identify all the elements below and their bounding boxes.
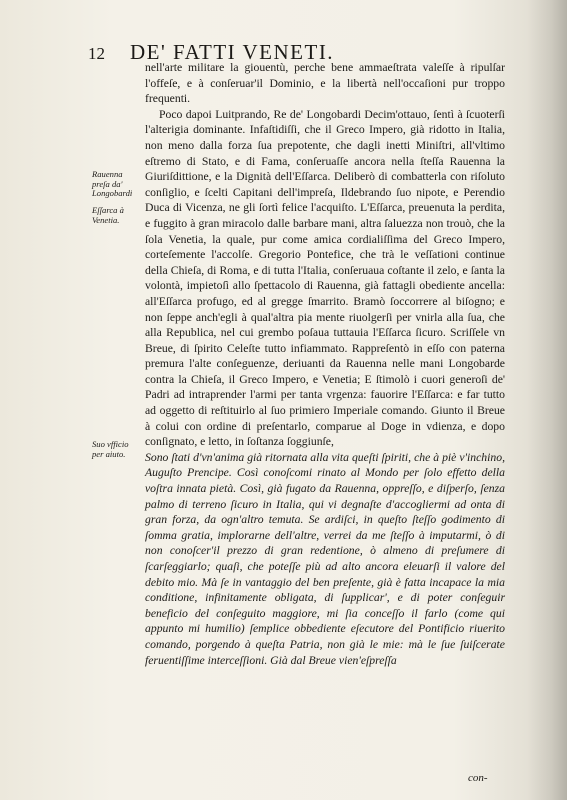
paragraph-speech: Sono ſtati d'vn'anima già ritornata alla vita queſti ſpiriti, che à piè v'inchino, Auguſto Prencipe. Così conoſcomi rinato al Mondo per ſolo effetto della voſtra innata pietà. Così, già fugato da Rauenna, oppreſſo, e diſperſo, ſenza palmo di terreno ſicuro in Italia, qui vi degnaſte d'accogliermi ad onta di gran forza, da ogn'altro temuta. Se ardiſci, in queſto ſteſſo godimento di ſomma gratia, implorarne dell'altre, verrei da me ſteſſo à imputarmi, ò di non conoſcer'il prezzo di gran redentione, ò almeno di preſumere di ſcarſeggiarlo; quaſi, che poteſſe più ad alto ancora eleuarſi il valore del debito mio. Mà ſe in vantaggio del ben preſente, già è fatta incapace la mia conditione, infinitamente obligata, di ſupplicar', e di poter conſeguir beneficio del conſeguito maggiore, mi ſia conceſſo il farlo (come qui appunto mi humilio) ſemplice obbediente eſecutore del Pontificio riuerito comando, porgendo à queſta Patria, non già le mie: mà le ſue ſuiſcerate feruentiſſime interceſſioni. Già dal Breue vien'eſpreſſa (145, 450, 505, 667)
margin-note-ufficio: Suo vfficio per aiuto. (92, 439, 129, 459)
body-text (145, 60, 505, 668)
gutter-shadow (527, 0, 567, 800)
running-title: DE' FATTI VENETI. (130, 40, 335, 64)
catchword: con- (468, 772, 488, 784)
paragraph-1: nell'arte militare la giouentù, perche bene ammaeſtrata valeſſe à ripulſar l'offeſe, e à conſeruar'il Dominio, e la libertà nell'occaſioni pur troppo frequenti. (145, 61, 505, 106)
margin-note-essarca: Eſſarca à Venetia. (92, 205, 124, 225)
page-number: 12 (88, 44, 105, 63)
margin-note-ravenna: Rauenna preſa da' Longobardi (92, 169, 133, 199)
paragraph-2: Poco dapoi Luitprando, Re de' Longobardi Decim'ottauo, ſentì à ſcuoterſi l'alterigia dominante. Infaſtidiſſi, che il Greco Impero, già ridotto in Italia, non meno dalla forza ſua prepotente, che dagli inetti Miniſtri, all'vltimo eſtremo di Stato, e di Fama, conſeruaſſe ancora nella ſteſſa Rauenna la Giuriſdittione, e la Dignità dell'Eſſarca. Deliberò di combatterla con riſoluto conſiglio, e ſcelti Capitani dell'impreſa, Ildebrando ſuo nipote, e Perendio Duca di Vicenza, ne gli ſortì felice l'acquiſto. L'Eſſarca, preuenuta la perdita, e fuggito à gran miracolo dalle barbare mani, altra ſaluezza non trouò, che la ſola Venetia, la quale, pur come amica cordialiſſima del Greco Impero, corteſemente l'accolſe. Gregorio Pontefice, che trà le veſſationi continue della Chieſa, di Roma, e di tutta l'Italia, conſeruaua coſtante il zelo, e ſanta la volontà, impietoſì allo ſpettacolo di Rauenna, già fattagli obediente ancella: all'Eſſarca profugo, ed al gregge ſmarrito. Bramò ſoccorrere al biſogno; e non ſeppe anch'egli à qual'altra pia mente riuolgerſi per vnirla alla ſua, che alla Republica, nel cui grembo poſaua tuttauia l'Eſſarca ſicuro. Scriſſele vn Breue, di ſpirito Celeſte tutto infiammato. Rappreſentò in eſſo con paterna premura l'alte conſeguenze, deriuanti da Rauenna nelle mani Longobarde contra la Chieſa, il Greco Impero, e Venetia; E ſtimolò i cuori generoſi de' Padri ad intraprender l'armi per tanta vrgenza: fauorire l'Eſſarca: e far tutto ad oggetto di reſtituirlo al ſuo primiero Imperiale comando. Giunto il Breue à colui con ordine di preſentarlo, comparue al Doge in vdienza, e dopo conſignato, e letto, in ſoſtanza ſoggiunſe, (145, 107, 505, 449)
